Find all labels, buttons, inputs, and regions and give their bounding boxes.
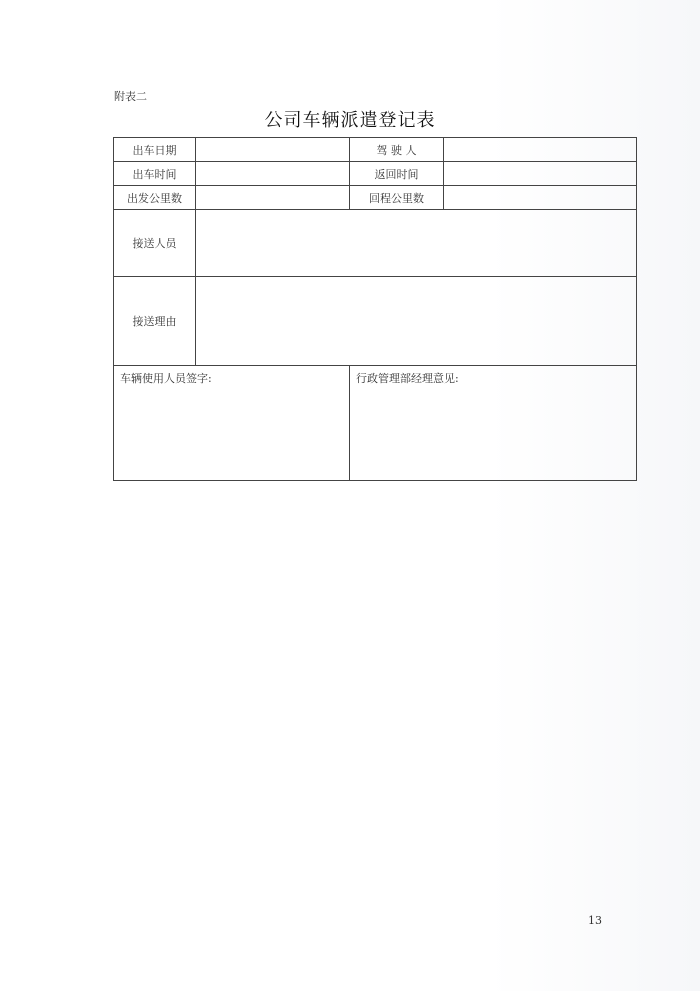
form-title: 公司车辆派遣登记表: [264, 110, 436, 131]
table-row: [114, 138, 637, 162]
reason-field[interactable]: [196, 277, 637, 366]
table-row: [114, 277, 637, 366]
passengers-label: 接送人员: [114, 210, 196, 277]
annex-label: 附表二: [114, 90, 147, 103]
dispatch-form-table: [113, 137, 637, 481]
driver-label: 驾 驶 人: [350, 138, 444, 162]
admin-opinion-box[interactable]: [350, 366, 636, 480]
return-mileage-field[interactable]: [444, 186, 637, 210]
user-signature-label: 车辆使用人员签字:: [120, 372, 212, 385]
departure-mileage-field[interactable]: [196, 186, 350, 210]
return-mileage-label: 回程公里数: [350, 186, 444, 210]
admin-opinion-label: 行政管理部经理意见:: [356, 372, 459, 385]
passengers-field[interactable]: [196, 210, 637, 277]
departure-date-label: 出车日期: [114, 138, 196, 162]
driver-field[interactable]: [444, 138, 637, 162]
table-row: [114, 162, 637, 186]
table-row: [114, 186, 637, 210]
table-row: [114, 210, 637, 277]
page-number: 13: [588, 914, 602, 927]
signature-row: [114, 366, 637, 481]
reason-label: 接送理由: [114, 277, 196, 366]
return-time-label: 返回时间: [350, 162, 444, 186]
return-time-field[interactable]: [444, 162, 637, 186]
departure-time-label: 出车时间: [114, 162, 196, 186]
departure-time-field[interactable]: [196, 162, 350, 186]
departure-mileage-label: 出发公里数: [114, 186, 196, 210]
departure-date-field[interactable]: [196, 138, 350, 162]
user-signature-box[interactable]: [114, 366, 350, 480]
table-row: [114, 366, 637, 481]
